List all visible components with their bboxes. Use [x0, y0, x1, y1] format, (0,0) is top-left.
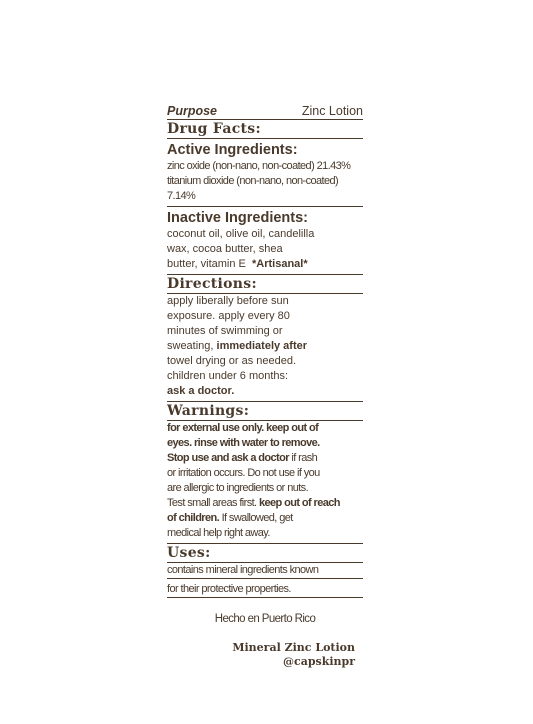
directions-title: Directions:	[167, 275, 363, 294]
warnings-line-8: medical help right away.	[167, 527, 270, 539]
warnings-line-2: eyes. rinse with water to remove.	[167, 437, 320, 449]
warnings-line-3	[167, 451, 363, 466]
uses-title: Uses:	[167, 544, 363, 563]
warnings-line-6b: keep out of reach	[258, 497, 340, 509]
brand-name: Mineral Zinc Lotion	[232, 641, 355, 654]
drug-facts-label	[167, 104, 363, 669]
inactive-line-3a: butter, vitamin E	[167, 258, 246, 270]
inactive-ingredients-title: Inactive Ingredients:	[167, 210, 309, 226]
uses-line-2: for their protective properties.	[167, 582, 363, 598]
warnings-line-3a: Stop use and ask a doctor	[167, 452, 289, 464]
active-ingredients-section	[167, 142, 363, 207]
inactive-line-3	[167, 257, 363, 272]
warnings-section	[167, 421, 363, 544]
directions-line-7: ask a doctor.	[167, 385, 235, 397]
warnings-line-6	[167, 496, 363, 511]
directions-line-5: towel drying or as needed.	[167, 355, 297, 367]
warnings-line-5: are allergic to ingredients or nuts.	[167, 482, 309, 494]
directions-line-4a: sweating,	[167, 340, 214, 352]
uses-section	[167, 563, 363, 600]
purpose-label: Purpose	[167, 104, 218, 118]
active-ingredient-1: zinc oxide (non-nano, non-coated) 21.43%	[167, 160, 351, 172]
brand-handle: @capskinpr	[283, 655, 355, 668]
uses-line-1: contains mineral ingredients known	[167, 563, 363, 579]
warnings-line-1: for external use only. keep out of	[167, 422, 319, 434]
active-ingredients-title: Active Ingredients:	[167, 142, 298, 158]
inactive-ingredients-section	[167, 210, 363, 275]
warnings-title: Warnings:	[167, 402, 363, 421]
artisanal-note: *Artisanal*	[252, 258, 308, 270]
made-in: Hecho en Puerto Rico	[214, 613, 316, 625]
warnings-line-6a: Test small areas first.	[167, 497, 257, 509]
brand-block	[167, 641, 363, 669]
warnings-line-7	[167, 511, 363, 526]
directions-line-4	[167, 339, 363, 354]
directions-line-4b: immediately after	[216, 340, 308, 352]
drug-facts-title: Drug Facts:	[167, 120, 363, 139]
directions-line-3: minutes of swimming or	[167, 325, 283, 337]
warnings-line-3b: if rash	[291, 452, 318, 464]
directions-line-6: children under 6 months:	[167, 370, 289, 382]
product-name: Zinc Lotion	[301, 104, 363, 118]
inactive-line-2: wax, cocoa butter, shea	[167, 243, 283, 255]
directions-line-1: apply liberally before sun	[167, 295, 289, 307]
warnings-line-4: or irritation occurs. Do not use if you	[167, 467, 320, 479]
directions-line-2: exposure. apply every 80	[167, 310, 290, 322]
warnings-line-7a: of children.	[167, 512, 220, 524]
inactive-line-1: coconut oil, olive oil, candelilla	[167, 228, 315, 240]
purpose-row	[167, 104, 363, 120]
warnings-line-7b: If swallowed, get	[221, 512, 293, 524]
directions-section	[167, 294, 363, 402]
active-ingredient-2: titanium dioxide (non-nano, non-coated) 7.14%	[167, 175, 339, 202]
